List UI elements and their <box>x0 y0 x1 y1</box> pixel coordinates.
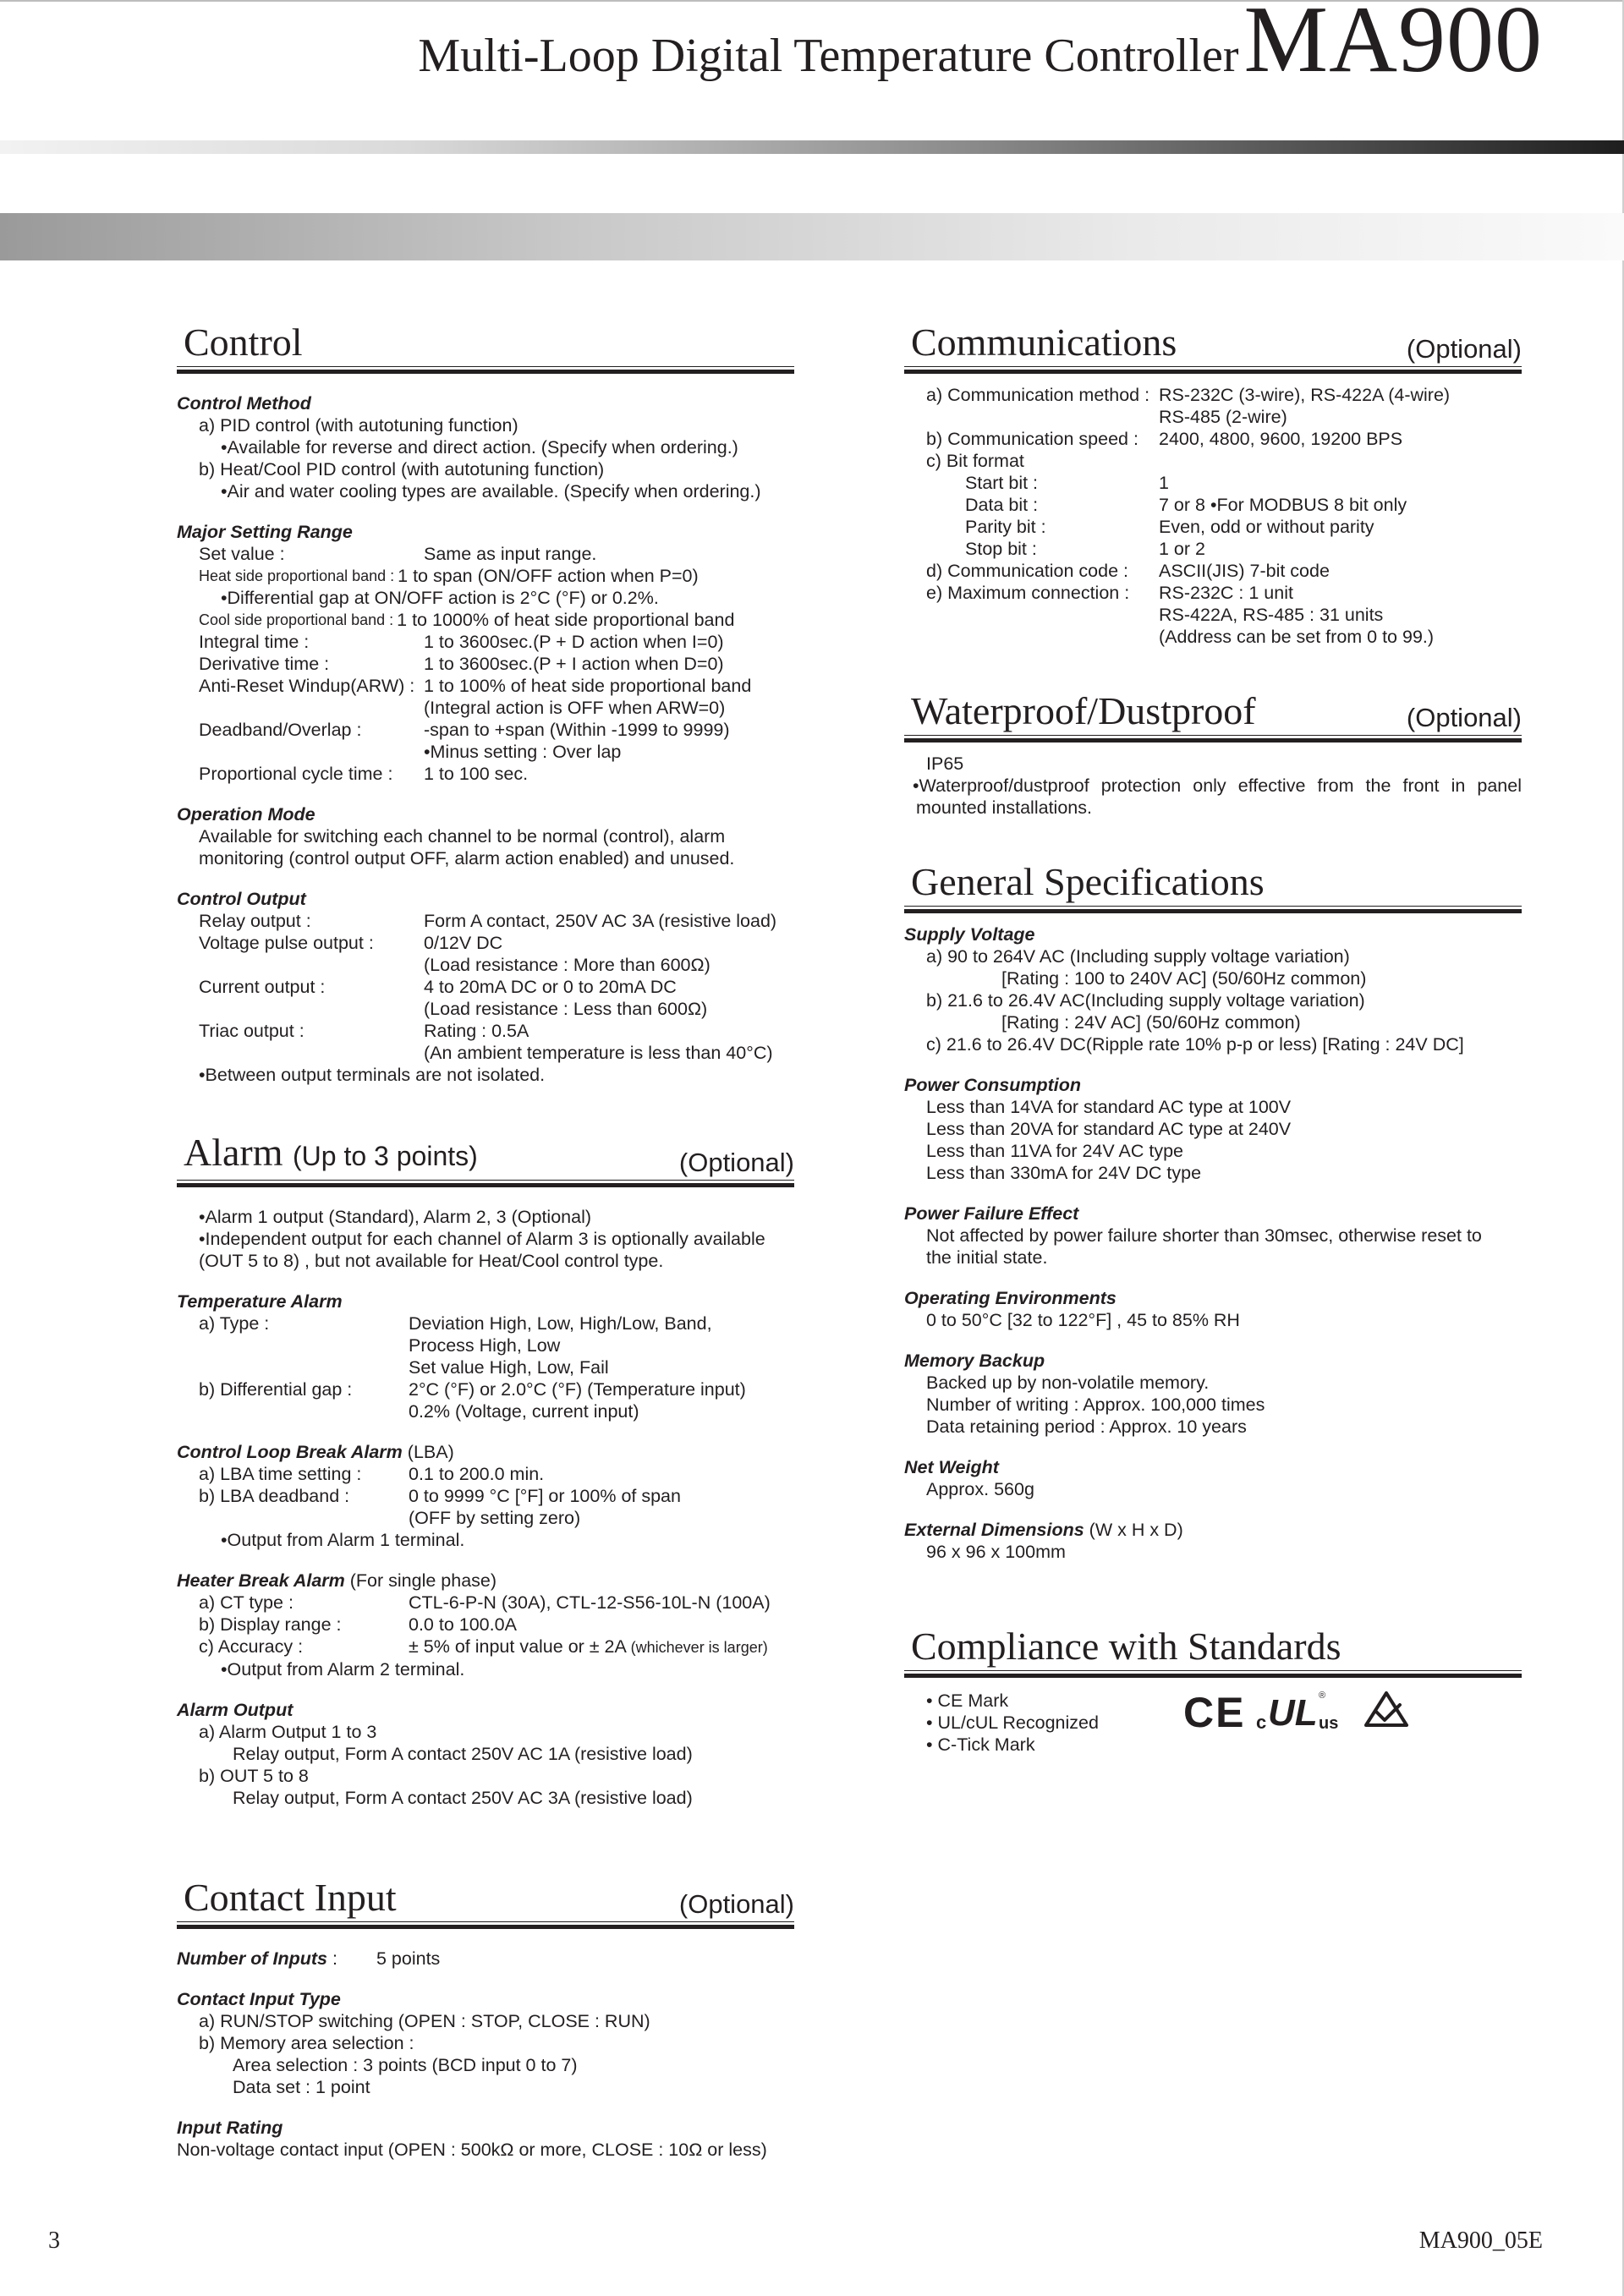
spec-row <box>177 653 794 675</box>
spec-value: 1 to span (ON/OFF action when P=0) <box>398 566 699 586</box>
text-line: b) Memory area selection : <box>199 2033 414 2053</box>
spec-row <box>177 1614 794 1636</box>
text-line: the initial state. <box>926 1247 1048 1268</box>
spec-row <box>177 1485 794 1507</box>
spec-row <box>177 998 794 1020</box>
spec-row <box>177 1312 794 1334</box>
spec-key: Stop bit : <box>965 539 1037 559</box>
text-line: Number of writing : Approx. 100,000 times <box>926 1395 1265 1415</box>
spec-key: Voltage pulse output : <box>199 933 374 953</box>
spec-key: Integral time : <box>199 632 310 652</box>
spec-colon: : <box>326 1948 337 1969</box>
compliance-item: • CE Mark <box>926 1690 1009 1711</box>
ul-c-prefix: c <box>1256 1712 1267 1733</box>
spec-row <box>904 428 1522 450</box>
text-line: •Output from Alarm 2 terminal. <box>221 1659 465 1680</box>
spec-value: Set value High, Low, Fail <box>409 1357 609 1378</box>
spec-key: e) Maximum connection : <box>926 583 1130 603</box>
subheading-temperature-alarm: Temperature Alarm <box>177 1291 343 1312</box>
text-line: Approx. 560g <box>926 1479 1034 1499</box>
text-line: IP65 <box>926 753 964 774</box>
spec-row-number-of-inputs <box>177 1948 794 1970</box>
spec-row <box>177 609 794 631</box>
spec-row <box>177 763 794 785</box>
section-title-compliance: Compliance with Standards <box>911 1625 1341 1668</box>
spec-row <box>177 1334 794 1356</box>
spec-row <box>177 1042 794 1064</box>
spec-value: 2°C (°F) or 2.0°C (°F) (Temperature input) <box>409 1379 746 1400</box>
spec-row <box>904 472 1522 494</box>
spec-key: Deadband/Overlap : <box>199 720 362 740</box>
spec-value: RS-422A, RS-485 : 31 units <box>1159 605 1384 625</box>
spec-key: b) LBA deadband : <box>199 1486 350 1506</box>
right-column <box>904 313 1522 1756</box>
spec-row <box>177 910 794 932</box>
header-gray-band <box>0 213 1624 260</box>
section-rule-thin <box>904 366 1522 367</box>
registered-mark: ® <box>1319 1690 1326 1701</box>
spec-row <box>904 516 1522 538</box>
spec-row <box>177 1507 794 1529</box>
spec-key: Triac output : <box>199 1021 304 1041</box>
text-line: Less than 20VA for standard AC type at 240V <box>926 1119 1292 1139</box>
spec-value: CTL-6-P-N (30A), CTL-12-S56-10L-N (100A) <box>409 1592 771 1613</box>
subheading-text: Control Loop Break Alarm <box>177 1442 403 1462</box>
header-gradient-band <box>0 140 1624 154</box>
subheading-note: (W x H x D) <box>1089 1520 1183 1540</box>
spec-key: b) Display range : <box>199 1614 342 1635</box>
certification-logos <box>1183 1686 1420 1737</box>
spec-key: Derivative time : <box>199 654 330 674</box>
spec-value: 1 to 100 sec. <box>424 764 529 784</box>
text-line: b) 21.6 to 26.4V AC(Including supply voltage variation) <box>926 990 1365 1011</box>
page-number: 3 <box>48 2228 60 2254</box>
document-code: MA900_05E <box>1418 2228 1543 2254</box>
optional-label: (Optional) <box>1406 703 1522 732</box>
spec-value: 1 to 100% of heat side proportional band <box>424 676 752 696</box>
section-body-alarm <box>177 1187 794 1809</box>
optional-label: (Optional) <box>678 1148 794 1177</box>
subheading-input-rating: Input Rating <box>177 2118 283 2138</box>
subheading-supply-voltage: Supply Voltage <box>904 924 1035 945</box>
subheading-loop-break-alarm <box>177 1441 794 1463</box>
compliance-item: • C-Tick Mark <box>926 1734 1035 1755</box>
section-title-alarm <box>184 1132 478 1177</box>
spec-value: Form A contact, 250V AC 3A (resistive load) <box>424 911 777 931</box>
model-name: MA900 <box>1243 0 1543 92</box>
spec-key: a) LBA time setting : <box>199 1464 362 1484</box>
section-title-control: Control <box>184 321 303 364</box>
ce-mark-icon: CE <box>1183 1689 1246 1736</box>
spec-key: Set value : <box>199 544 285 564</box>
text-line: monitoring (control output OFF, alarm action enabled) and unused. <box>199 848 735 869</box>
compliance-item: • UL/cUL Recognized <box>926 1712 1099 1733</box>
spec-value: (An ambient temperature is less than 40°C) <box>424 1043 773 1063</box>
spec-value: RS-232C (3-wire), RS-422A (4-wire) <box>1159 385 1451 405</box>
text-line: 96 x 96 x 100mm <box>926 1542 1066 1562</box>
spec-value <box>409 1636 794 1658</box>
spec-key: Cool side proportional band : <box>199 611 394 628</box>
text-line: [Rating : 24V AC] (50/60Hz common) <box>1001 1012 1301 1033</box>
ul-recognized-icon: UL <box>1268 1692 1318 1734</box>
subheading-note: (For single phase) <box>349 1570 497 1591</box>
section-rule-thin <box>177 1921 794 1922</box>
section-rule-thick <box>904 738 1522 743</box>
spec-value: 1 to 3600sec.(P + D action when I=0) <box>424 632 724 652</box>
section-title-general-specifications: General Specifications <box>911 860 1265 903</box>
compliance-item-label: CE Mark <box>937 1690 1009 1711</box>
section-header-general-specifications <box>904 852 1522 913</box>
subheading-number-of-inputs: Number of Inputs <box>177 1948 327 1969</box>
spec-key: Data bit : <box>965 495 1039 515</box>
spec-value: Same as input range. <box>424 544 597 564</box>
section-rule-thin <box>904 1670 1522 1671</box>
section-body-contact-input <box>177 1929 794 2161</box>
subheading-text: Heater Break Alarm <box>177 1570 345 1591</box>
compliance-item-label: C-Tick Mark <box>937 1734 1035 1755</box>
text-paragraph <box>155 2139 794 2161</box>
subheading-control-output: Control Output <box>177 889 306 909</box>
spec-value: 0/12V DC <box>424 933 503 953</box>
subheading-memory-backup: Memory Backup <box>904 1351 1045 1371</box>
section-rule-thick <box>177 370 794 374</box>
spec-key: Anti-Reset Windup(ARW) : <box>199 676 415 696</box>
section-rule-thin <box>177 1180 794 1181</box>
ul-us-suffix: us <box>1319 1714 1339 1733</box>
spec-value: 1 to 3600sec.(P + I action when D=0) <box>424 654 724 674</box>
spec-row <box>904 582 1522 604</box>
subheading-operating-environments: Operating Environments <box>904 1288 1116 1308</box>
subheading-heater-break-alarm <box>177 1570 794 1592</box>
spec-row <box>177 1020 794 1042</box>
spec-value: RS-485 (2-wire) <box>1159 407 1287 427</box>
section-title-waterproof: Waterproof/Dustproof <box>911 689 1256 732</box>
spec-key: Heat side proportional band : <box>199 567 395 584</box>
spec-value: (Load resistance : More than 600Ω) <box>424 955 710 975</box>
c-tick-mark-icon <box>1366 1693 1407 1725</box>
spec-row <box>904 626 1522 648</box>
document-header <box>418 0 1543 92</box>
spec-key: a) CT type : <box>199 1592 294 1613</box>
spec-value: 0 to 9999 °C [°F] or 100% of span <box>409 1486 681 1506</box>
section-header-compliance <box>904 1617 1522 1678</box>
section-header-waterproof <box>904 682 1522 743</box>
text-line: c) 21.6 to 26.4V DC(Ripple rate 10% p-p or less) [Rating : 24V DC] <box>926 1034 1464 1055</box>
spec-value: 1 <box>1159 473 1169 493</box>
spec-value: 7 or 8 •For MODBUS 8 bit only <box>1159 495 1407 515</box>
section-title-communications: Communications <box>911 321 1177 364</box>
text-line: •Air and water cooling types are available. (Specify when ordering.) <box>221 481 761 501</box>
section-rule-thick <box>904 370 1522 374</box>
spec-value: 5 points <box>376 1948 441 1969</box>
spec-value: 0.0 to 100.0A <box>409 1614 517 1635</box>
spec-value: (OFF by setting zero) <box>409 1508 581 1528</box>
text-line: •Available for reverse and direct action. (Specify when ordering.) <box>221 437 738 458</box>
spec-key: a) Communication method : <box>926 385 1150 405</box>
subheading-operation-mode: Operation Mode <box>177 804 315 825</box>
spec-row <box>904 494 1522 516</box>
spec-key: Start bit : <box>965 473 1039 493</box>
text-line: Non-voltage contact input (OPEN : 500kΩ or more, CLOSE : 10Ω or less) <box>177 2140 767 2160</box>
spec-value: 1 to 1000% of heat side proportional band <box>397 610 735 630</box>
spec-key: b) Communication speed : <box>926 429 1138 449</box>
section-rule-thin <box>904 735 1522 736</box>
spec-value: •Minus setting : Over lap <box>424 742 622 762</box>
text-line: (OUT 5 to 8) , but not available for Heat/Cool control type. <box>199 1251 664 1271</box>
text-line: Relay output, Form A contact 250V AC 3A (resistive load) <box>233 1788 693 1808</box>
section-body-control <box>177 374 794 1086</box>
spec-row <box>177 1356 794 1378</box>
spec-value: Rating : 0.5A <box>424 1021 529 1041</box>
spec-row <box>177 1592 794 1614</box>
text-line: Available for switching each channel to be normal (control), alarm <box>199 826 726 847</box>
text-line: [Rating : 100 to 240V AC] (50/60Hz common) <box>1001 968 1367 989</box>
spec-value-note: (whichever is larger) <box>630 1639 768 1656</box>
spec-value: 4 to 20mA DC or 0 to 20mA DC <box>424 977 677 997</box>
text-line: •Between output terminals are not isolated. <box>199 1065 546 1085</box>
text-line: Less than 14VA for standard AC type at 100V <box>926 1097 1292 1117</box>
spec-row <box>177 1400 794 1422</box>
spec-row <box>177 675 794 697</box>
text-line: b) Heat/Cool PID control (with autotuning function) <box>199 459 605 479</box>
spec-row <box>177 1463 794 1485</box>
document-title: Multi-Loop Digital Temperature Controller <box>418 30 1239 82</box>
spec-value: RS-232C : 1 unit <box>1159 583 1293 603</box>
section-body-compliance <box>904 1678 1522 1756</box>
subheading-contact-input-type: Contact Input Type <box>177 1989 341 2009</box>
text-line: •Differential gap at ON/OFF action is 2°C (°F) or 0.2%. <box>221 588 659 608</box>
spec-key: Current output : <box>199 977 326 997</box>
optional-label: (Optional) <box>1406 334 1522 364</box>
spec-row <box>904 538 1522 560</box>
spec-row <box>177 976 794 998</box>
text-paragraph: •Waterproof/dustproof protection only effective from the front in panel mounted installations. <box>913 775 1522 818</box>
text-line: Less than 330mA for 24V DC type <box>926 1163 1202 1183</box>
section-rule-thick <box>904 909 1522 913</box>
text-line: a) RUN/STOP switching (OPEN : STOP, CLOSE : RUN) <box>199 2011 650 2031</box>
spec-key: d) Communication code : <box>926 561 1128 581</box>
spec-value: (Integral action is OFF when ARW=0) <box>424 698 726 718</box>
text-line: •Alarm 1 output (Standard), Alarm 2, 3 (Optional) <box>199 1207 592 1227</box>
spec-value-main: ± 5% of input value or ± 2A <box>409 1636 626 1657</box>
compliance-item-label: UL/cUL Recognized <box>937 1712 1099 1733</box>
spec-value: (Load resistance : Less than 600Ω) <box>424 999 708 1019</box>
spec-key: Relay output : <box>199 911 311 931</box>
text-line: a) 90 to 264V AC (Including supply voltage variation) <box>926 946 1350 967</box>
spec-row <box>177 954 794 976</box>
section-title-contact-input: Contact Input <box>184 1876 397 1919</box>
optional-label: (Optional) <box>678 1889 794 1919</box>
section-rule-thick <box>177 1925 794 1929</box>
spec-row <box>177 697 794 719</box>
spec-row <box>177 719 794 741</box>
subheading-power-consumption: Power Consumption <box>904 1075 1082 1095</box>
spec-row <box>177 1378 794 1400</box>
subheading-major-setting-range: Major Setting Range <box>177 522 353 542</box>
spec-row <box>904 406 1522 428</box>
spec-row <box>177 631 794 653</box>
section-title-alarm-note: (Up to 3 points) <box>293 1141 478 1171</box>
text-line: c) Bit format <box>926 451 1024 471</box>
spec-value: 0.2% (Voltage, current input) <box>409 1401 639 1422</box>
subheading-note: (LBA) <box>407 1442 454 1462</box>
compliance-list <box>904 1690 1158 1756</box>
text-line: 0 to 50°C [32 to 122°F] , 45 to 85% RH <box>926 1310 1240 1330</box>
section-body-waterproof <box>904 743 1522 819</box>
spec-value: 0.1 to 200.0 min. <box>409 1464 545 1484</box>
spec-row <box>177 741 794 763</box>
text-line: Data set : 1 point <box>233 2077 370 2097</box>
spec-key: a) Type : <box>199 1313 270 1334</box>
section-header-contact-input <box>177 1868 794 1929</box>
spec-key: c) Accuracy : <box>199 1636 304 1657</box>
text-line: Area selection : 3 points (BCD input 0 to 7) <box>233 2055 578 2075</box>
spec-row <box>177 1636 794 1658</box>
spec-value: -span to +span (Within -1999 to 9999) <box>424 720 730 740</box>
section-rule-thin <box>904 906 1522 907</box>
spec-row <box>177 565 794 587</box>
section-title-alarm-text: Alarm <box>184 1131 283 1174</box>
spec-row <box>177 543 794 565</box>
spec-row <box>904 384 1522 406</box>
spec-row <box>904 560 1522 582</box>
spec-key: Proportional cycle time : <box>199 764 393 784</box>
spec-row <box>904 604 1522 626</box>
spec-value: 2400, 4800, 9600, 19200 BPS <box>1159 429 1403 449</box>
spec-value: Deviation High, Low, High/Low, Band, <box>409 1313 712 1334</box>
text-line: b) OUT 5 to 8 <box>199 1766 309 1786</box>
subheading-net-weight: Net Weight <box>904 1457 999 1477</box>
subheading-text: External Dimensions <box>904 1520 1084 1540</box>
text-line: a) PID control (with autotuning function) <box>199 415 518 436</box>
section-header-communications <box>904 313 1522 374</box>
section-rule-thin <box>177 366 794 367</box>
section-rule-thick <box>177 1183 794 1187</box>
subheading-power-failure-effect: Power Failure Effect <box>904 1203 1079 1224</box>
spec-row <box>177 932 794 954</box>
spec-value: Process High, Low <box>409 1335 561 1356</box>
left-column <box>177 313 794 2161</box>
spec-value: Even, odd or without parity <box>1159 517 1374 537</box>
section-header-control <box>177 313 794 374</box>
text-line: a) Alarm Output 1 to 3 <box>199 1722 377 1742</box>
spec-value: 1 or 2 <box>1159 539 1205 559</box>
spec-value: (Address can be set from 0 to 99.) <box>1159 627 1435 647</box>
text-line: Less than 11VA for 24V AC type <box>926 1141 1183 1161</box>
section-body-general-specifications <box>904 913 1522 1563</box>
text-line: Backed up by non-volatile memory. <box>926 1373 1210 1393</box>
text-line: Data retaining period : Approx. 10 years <box>926 1417 1247 1437</box>
section-body-communications <box>904 374 1522 648</box>
subheading-external-dimensions <box>904 1519 1522 1541</box>
text-line: •Output from Alarm 1 terminal. <box>221 1530 465 1550</box>
spec-value: ASCII(JIS) 7-bit code <box>1159 561 1330 581</box>
text-line: Relay output, Form A contact 250V AC 1A (resistive load) <box>233 1744 693 1764</box>
spec-key: Parity bit : <box>965 517 1046 537</box>
section-header-alarm <box>177 1126 794 1187</box>
subheading-alarm-output: Alarm Output <box>177 1700 294 1720</box>
subheading-control-method: Control Method <box>177 393 311 414</box>
text-line: •Independent output for each channel of Alarm 3 is optionally available <box>199 1229 765 1249</box>
spec-key: b) Differential gap : <box>199 1379 353 1400</box>
text-line: Not affected by power failure shorter than 30msec, otherwise reset to <box>926 1225 1482 1246</box>
